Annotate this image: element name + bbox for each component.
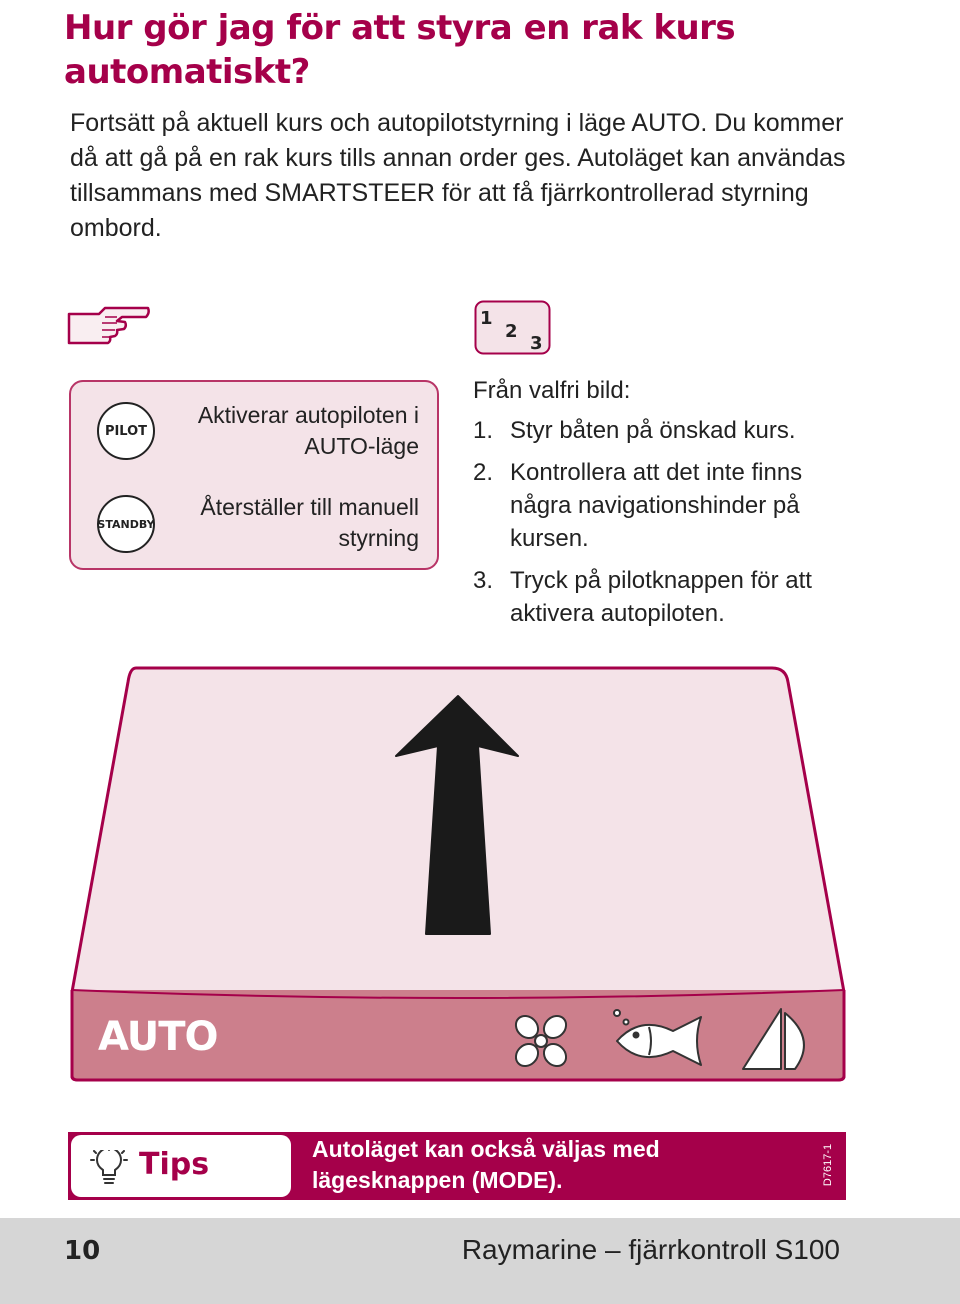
step-badge-3: 3 [530, 333, 543, 354]
steps-list [473, 414, 853, 630]
step-item [473, 564, 853, 630]
intro-paragraph: Fortsätt på aktuell kurs och autopilotstyrning i läge AUTO. Du kommer då att gå på en rak kurs tills annan order ges. Autoläget kan användas tillsammans med SMARTSTEER för att få fjärrkontrollerad styrning ombord. [70, 109, 846, 242]
step-badge-1: 1 [480, 308, 493, 329]
tips-text: Autoläget kan också väljas med lägesknappen (MODE). [312, 1136, 660, 1193]
page-footer [0, 1218, 960, 1304]
step-number: 1. [473, 417, 494, 444]
step-text: Kontrollera att det inte finns några navigationshinder på kursen. [510, 459, 803, 552]
standby-key [97, 495, 155, 553]
mode-label: AUTO [98, 1014, 218, 1060]
tips-bar [68, 1132, 846, 1200]
fan-icon [511, 1011, 570, 1070]
step-number: 2. [473, 459, 494, 486]
document-code: D7617-1 [822, 1143, 834, 1187]
mode-icons-row [505, 1005, 820, 1075]
tips-pill [71, 1135, 291, 1197]
pilot-key-label: PILOT [104, 423, 148, 439]
fish-icon [614, 1010, 701, 1065]
lightbulb-icon [89, 1150, 129, 1186]
step-item [473, 414, 853, 447]
page-title: Hur gör jag för att styra en rak kurs automatiskt? [64, 8, 736, 92]
standby-key-description: Återställer till manuell styrning [200, 494, 419, 551]
numbered-steps-icon [474, 300, 552, 356]
key-function-panel [69, 380, 439, 570]
step-number: 3. [473, 567, 494, 594]
page-number: 10 [64, 1236, 101, 1266]
step-badge-2: 2 [505, 321, 518, 342]
steps-lead: Från valfri bild: [473, 377, 631, 404]
standby-key-label: STANDBY [97, 517, 155, 531]
step-item [473, 456, 853, 555]
pilot-key [97, 402, 155, 460]
pointing-hand-icon [66, 303, 152, 347]
pilot-key-description: Aktiverar autopiloten i AUTO-läge [197, 402, 419, 459]
step-text: Tryck på pilotknappen för att aktivera autopiloten. [510, 567, 812, 627]
footer-title: Raymarine – fjärrkontroll S100 [461, 1234, 840, 1265]
tips-label: Tips [139, 1147, 210, 1182]
step-text: Styr båten på önskad kurs. [510, 417, 796, 444]
instruction-steps [473, 374, 853, 639]
sailboat-icon [743, 1009, 804, 1069]
